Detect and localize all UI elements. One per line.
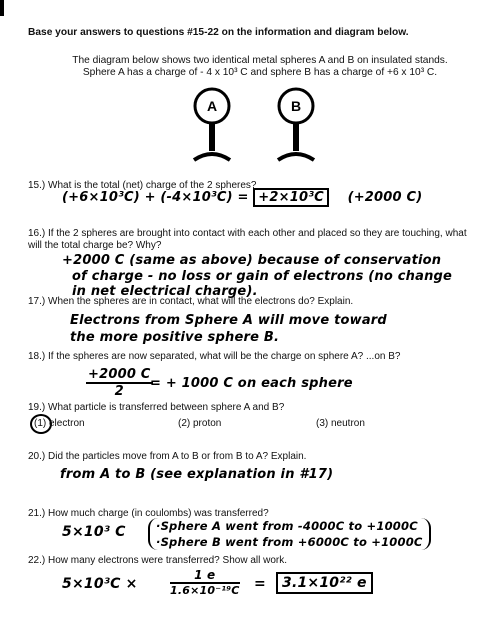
option-electron: (1) electron bbox=[34, 418, 85, 429]
sphere-a-label: A bbox=[206, 98, 218, 114]
spheres-diagram bbox=[180, 86, 330, 168]
intro-line-2: Sphere A has a charge of - 4 x 10³ C and sphere B has a charge of +6 x 10³ C. bbox=[82, 67, 438, 78]
question-20: 20.) Did the particles move from A to B or from B to A? Explain. bbox=[28, 451, 307, 462]
question-15: 15.) What is the total (net) charge of the 2 spheres? bbox=[28, 180, 257, 191]
question-22: 22.) How many electrons were transferred? Show all work. bbox=[28, 555, 287, 566]
answer-17-line-1: Electrons from Sphere A will move toward bbox=[70, 313, 387, 328]
answer-22-boxed: 3.1×10²² e bbox=[276, 572, 373, 594]
question-21: 21.) How much charge (in coulombs) was transferred? bbox=[28, 508, 269, 519]
answer-21-notes: ·Sphere A went from -4000C to +1000C ·Sphere B went from +6000C to +1000C bbox=[148, 518, 431, 550]
sphere-b-label: B bbox=[290, 98, 302, 114]
answer-21: 5×10³ C bbox=[62, 524, 126, 540]
sphere-a-stand bbox=[194, 89, 230, 160]
option-proton: (2) proton bbox=[178, 418, 222, 429]
answer-16-line-2: of charge - no loss or gain of electrons (no change bbox=[72, 269, 453, 284]
answer-15-boxed: +2×10³C bbox=[253, 188, 329, 207]
intro-line-1: The diagram below shows two identical metal spheres A and B on insulated stands. bbox=[72, 55, 448, 66]
answer-18-fraction: +2000 C 2 bbox=[88, 367, 151, 399]
question-18: 18.) If the spheres are now separated, what will be the charge on sphere A? ...on B? bbox=[28, 351, 401, 362]
option-neutron: (3) neutron bbox=[316, 418, 365, 429]
answer-16-line-3: in net electrical charge). bbox=[72, 284, 258, 299]
answer-18-result: = + 1000 C on each sphere bbox=[150, 376, 353, 391]
answer-15: (+6×10³C) + (-4×10³C) = +2×10³C (+2000 C) bbox=[62, 190, 423, 205]
scan-corner-mark bbox=[0, 0, 4, 16]
answer-22-start: 5×10³C × bbox=[62, 576, 138, 592]
question-17: 17.) When the spheres are in contact, what will the electrons do? Explain. bbox=[28, 296, 354, 307]
instructions-header: Base your answers to questions #15-22 on the information and diagram below. bbox=[28, 27, 409, 38]
question-16: 16.) If the 2 spheres are brought into contact with each other and placed so they are touching, what will the total charge be? Why? bbox=[28, 228, 467, 251]
answer-22-equals: = bbox=[254, 576, 266, 592]
question-19: 19.) What particle is transferred between sphere A and B? bbox=[28, 402, 285, 413]
answer-16-line-1: +2000 C (same as above) because of conservation bbox=[62, 253, 442, 268]
answer-22-fraction: 1 e 1.6×10⁻¹⁹C bbox=[170, 568, 240, 597]
answer-20: from A to B (see explanation in #17) bbox=[60, 467, 334, 482]
answer-17-line-2: the more positive sphere B. bbox=[70, 330, 280, 345]
sphere-b-stand bbox=[278, 89, 314, 160]
